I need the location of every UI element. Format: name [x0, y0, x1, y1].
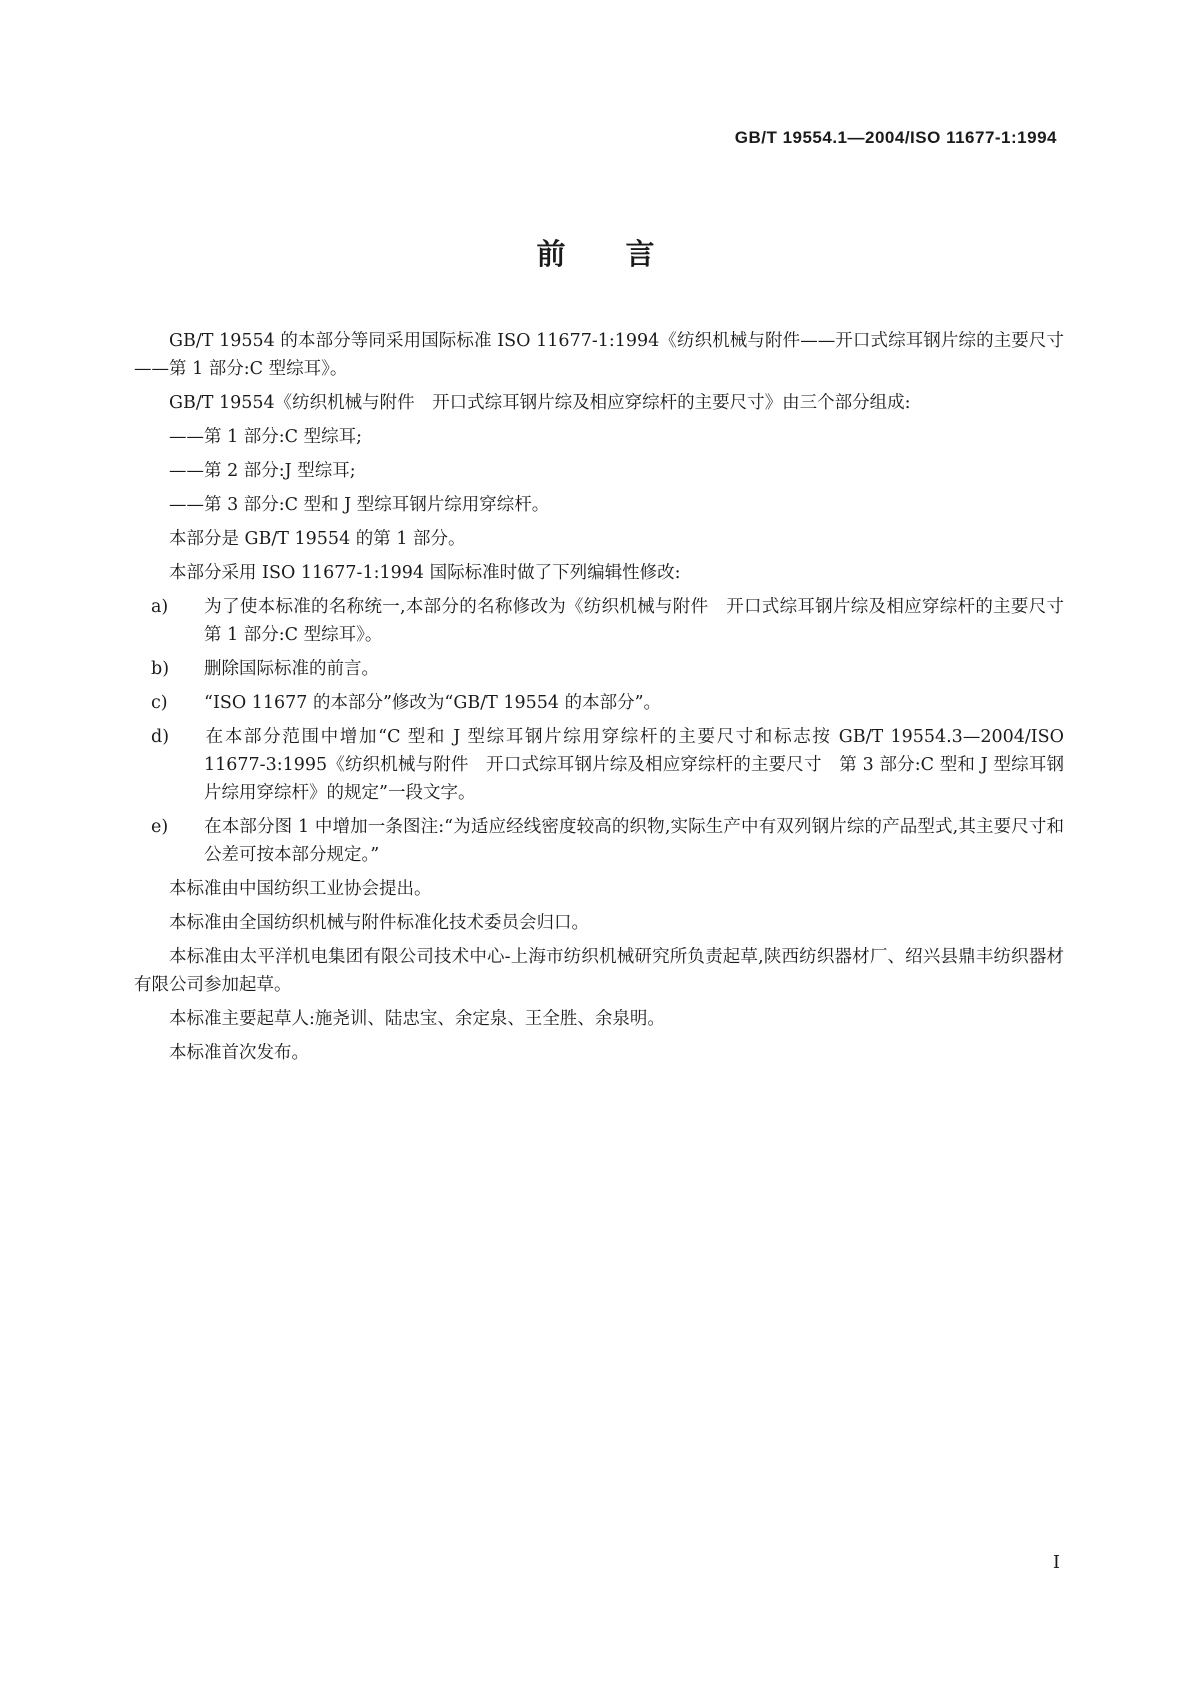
- modification-item: [134, 689, 1064, 717]
- paragraph-part-number: 本部分是 GB/T 19554 的第 1 部分。: [169, 529, 466, 549]
- page-number: I: [1052, 1552, 1060, 1573]
- item-marker: e): [151, 817, 169, 837]
- paragraph-composition: GB/T 19554《纺织机械与附件 开口式综耳钢片综及相应穿综杆的主要尺寸》由三个部分组成:: [169, 393, 911, 413]
- modification-item: [134, 813, 1064, 869]
- part-list-item: ——第 2 部分:J 型综耳;: [169, 461, 356, 481]
- item-text: 为了使本标准的名称统一,本部分的名称修改为《纺织机械与附件 开口式综耳钢片综及相应穿综杆的主要尺寸 第 1 部分:C 型综耳》。: [204, 597, 1082, 645]
- modification-item: [134, 655, 1064, 683]
- paragraph-centralized: 本标准由全国纺织机械与附件标准化技术委员会归口。: [169, 913, 589, 933]
- item-text: 删除国际标准的前言。: [204, 659, 379, 679]
- item-marker: c): [151, 693, 168, 713]
- paragraph-proposer: 本标准由中国纺织工业协会提出。: [169, 879, 432, 899]
- modification-item: [134, 723, 1064, 807]
- paragraph-adoption: GB/T 19554 的本部分等同采用国际标准 ISO 11677-1:1994《纺织机械与附件——开口式综耳钢片综的主要尺寸——第 1 部分:C 型综耳》。: [134, 331, 1064, 379]
- item-marker: b): [151, 659, 170, 679]
- page-title: 前言: [536, 237, 715, 271]
- item-text: “ISO 11677 的本部分”修改为“GB/T 19554 的本部分”。: [204, 693, 662, 713]
- paragraph-drafting-units: 本标准由太平洋机电集团有限公司技术中心-上海市纺织机械研究所负责起草,陕西纺织器材厂、绍兴县鼎丰纺织器材有限公司参加起草。: [134, 947, 1064, 995]
- item-marker: a): [151, 597, 169, 617]
- foreword-body: [134, 327, 1082, 1073]
- part-list-item: ——第 1 部分:C 型综耳;: [169, 427, 363, 447]
- standard-code: GB/T 19554.1—2004/ISO 11677-1:1994: [734, 128, 1057, 147]
- paragraph-drafters: 本标准主要起草人:施尧训、陆忠宝、余定泉、王全胜、余泉明。: [169, 1009, 665, 1029]
- paragraph-modifications-intro: 本部分采用 ISO 11677-1:1994 国际标准时做了下列编辑性修改:: [169, 563, 681, 583]
- paragraph-first-release: 本标准首次发布。: [169, 1043, 309, 1063]
- item-text: 在本部分范围中增加“C 型和 J 型综耳钢片综用穿综杆的主要尺寸和标志按 GB/T 19554.3—2004/ISO 11677-3:1995《纺织机械与附件 开口式综耳钢片综及相应穿综杆的主要尺寸 第 3 部分:C 型和 J 型综耳钢片综用穿综杆》的规定”一段文字。: [204, 727, 1064, 803]
- part-list-item: ——第 3 部分:C 型和 J 型综耳钢片综用穿综杆。: [169, 495, 550, 515]
- modification-item: [134, 593, 1082, 649]
- item-marker: d): [151, 727, 170, 747]
- item-text: 在本部分图 1 中增加一条图注:“为适应经线密度较高的织物,实际生产中有双列钢片综的产品型式,其主要尺寸和公差可按本部分规定。”: [204, 817, 1064, 865]
